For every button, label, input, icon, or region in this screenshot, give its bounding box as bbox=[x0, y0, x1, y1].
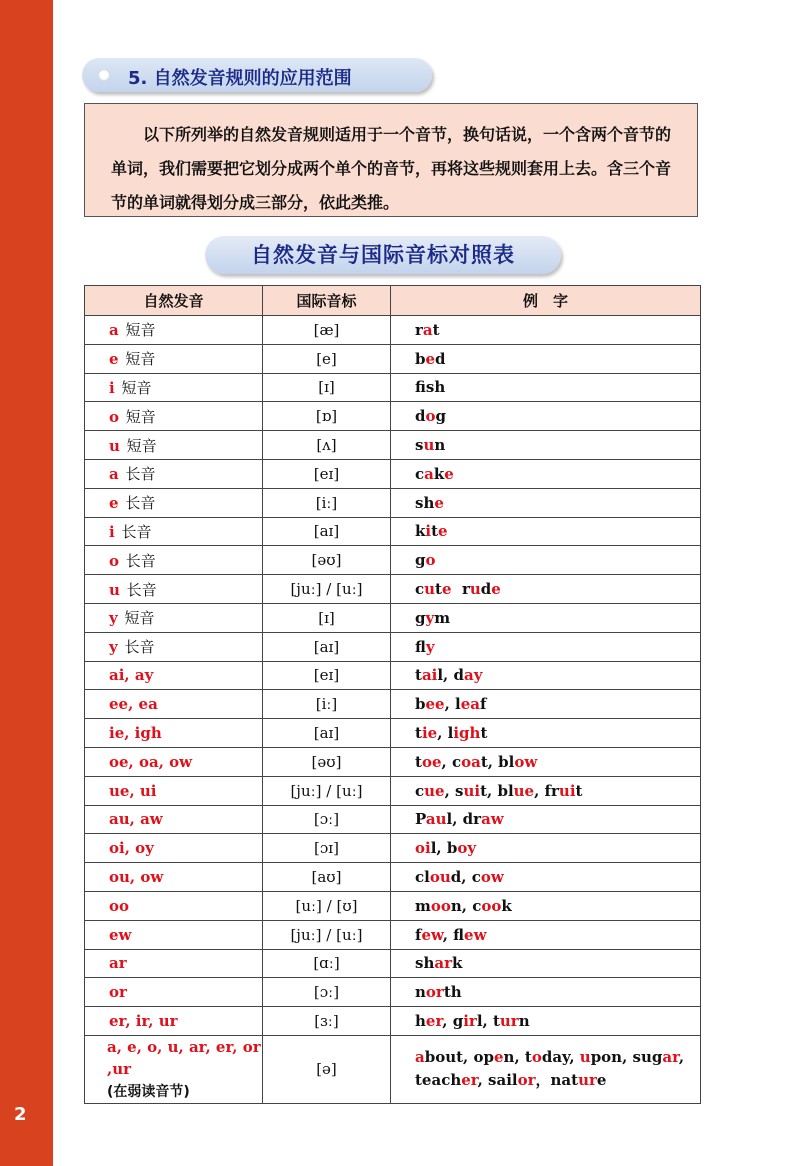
example-words bbox=[391, 431, 701, 460]
plain-letters: c bbox=[415, 781, 425, 800]
highlight-letters: a, e, o, u, ar, er, or ,ur bbox=[107, 1037, 261, 1078]
plain-letters: g bbox=[415, 551, 426, 570]
sound-length-label: 长音 bbox=[119, 638, 155, 657]
highlight-letters: u bbox=[109, 580, 120, 599]
sound-length-label: 短音 bbox=[116, 378, 152, 397]
plain-letters: m bbox=[434, 608, 451, 627]
phonics-pattern bbox=[85, 1035, 263, 1103]
plain-letters: t bbox=[415, 724, 422, 743]
plain-letters: , sail bbox=[477, 1071, 518, 1090]
bullet-dot-icon bbox=[98, 69, 110, 81]
table-row bbox=[85, 431, 701, 460]
phonics-pattern bbox=[85, 373, 263, 402]
table-row bbox=[85, 575, 701, 604]
phonics-pattern bbox=[85, 632, 263, 661]
highlight-letters: u bbox=[424, 580, 436, 599]
example-words bbox=[391, 834, 701, 863]
highlight-letters: ai, ay bbox=[109, 666, 154, 685]
highlight-letters: ar bbox=[662, 1048, 679, 1067]
ipa-symbol: [æ] bbox=[263, 316, 391, 345]
highlight-letters: ou, ow bbox=[109, 868, 164, 887]
table-row bbox=[85, 661, 701, 690]
table-row bbox=[85, 920, 701, 949]
highlight-letters: ow bbox=[514, 752, 538, 771]
highlight-letters: or bbox=[517, 1071, 536, 1090]
plain-letters: , bbox=[678, 1048, 685, 1067]
example-words bbox=[391, 575, 701, 604]
ipa-symbol: [eɪ] bbox=[263, 459, 391, 488]
highlight-letters: oo bbox=[481, 896, 502, 915]
highlight-letters: ie, igh bbox=[109, 724, 162, 743]
sound-length-label: 长音 bbox=[120, 494, 156, 513]
example-words bbox=[391, 1035, 701, 1103]
highlight-letters: ue, ui bbox=[109, 781, 157, 800]
plain-letters: t bbox=[415, 752, 422, 771]
ipa-symbol: [əʊ] bbox=[263, 747, 391, 776]
phonics-pattern bbox=[85, 575, 263, 604]
plain-letters: , g bbox=[442, 1012, 464, 1031]
highlight-letters: a bbox=[422, 320, 433, 339]
plain-letters: day, bbox=[541, 1048, 580, 1067]
plain-letters: , fl bbox=[442, 925, 465, 944]
example-words bbox=[391, 546, 701, 575]
highlight-letters: oa bbox=[461, 752, 481, 771]
plain-letters: b bbox=[415, 695, 426, 714]
highlight-letters: y bbox=[425, 608, 435, 627]
highlight-letters: y bbox=[109, 609, 118, 628]
phonics-pattern bbox=[85, 920, 263, 949]
plain-letters: f bbox=[415, 378, 426, 397]
highlight-letters: i bbox=[425, 522, 432, 541]
plain-letters: c bbox=[415, 464, 425, 483]
highlight-letters: ie bbox=[421, 724, 438, 743]
table-row bbox=[85, 517, 701, 546]
plain-letters: t, bl bbox=[480, 781, 514, 800]
table-row-schwa bbox=[85, 1035, 701, 1103]
table-row bbox=[85, 834, 701, 863]
plain-letters: t bbox=[480, 724, 488, 743]
plain-letters: f bbox=[480, 695, 487, 714]
highlight-letters: e bbox=[494, 1048, 504, 1067]
highlight-letters: ur bbox=[578, 1071, 597, 1090]
plain-letters: m bbox=[415, 896, 431, 915]
example-words bbox=[391, 978, 701, 1007]
ipa-symbol: [uː] / [ʊ] bbox=[263, 891, 391, 920]
example-words bbox=[391, 344, 701, 373]
plain-letters: l, t bbox=[476, 1012, 500, 1031]
highlight-letters: ee bbox=[425, 695, 445, 714]
phonics-pattern bbox=[85, 891, 263, 920]
highlight-letters: ir bbox=[463, 1012, 477, 1031]
ipa-symbol: [ɒ] bbox=[263, 402, 391, 431]
sound-length-label: 长音 bbox=[121, 551, 156, 570]
phonics-pattern bbox=[85, 978, 263, 1007]
phonics-pattern bbox=[85, 316, 263, 345]
example-words bbox=[391, 402, 701, 431]
table-row bbox=[85, 488, 701, 517]
ipa-symbol: [ʌ] bbox=[263, 431, 391, 460]
table-row bbox=[85, 546, 701, 575]
ipa-symbol: [iː] bbox=[263, 690, 391, 719]
plain-letters: l, d bbox=[437, 666, 464, 685]
phonics-pattern bbox=[85, 863, 263, 892]
highlight-letters: y bbox=[109, 638, 118, 657]
phonics-pattern bbox=[85, 747, 263, 776]
plain-letters: c bbox=[415, 580, 425, 599]
highlight-letters: oo bbox=[109, 896, 130, 915]
highlight-letters: ar bbox=[109, 954, 127, 973]
table-row bbox=[85, 747, 701, 776]
phonics-pattern bbox=[85, 690, 263, 719]
plain-letters: b bbox=[415, 349, 426, 368]
ipa-symbol: [aʊ] bbox=[263, 863, 391, 892]
plain-letters: f bbox=[415, 925, 422, 944]
table-row bbox=[85, 949, 701, 978]
highlight-letters: a bbox=[109, 321, 119, 340]
ipa-symbol: [ɜː] bbox=[263, 1007, 391, 1036]
highlight-letters: ew bbox=[421, 925, 443, 944]
highlight-letters: ue bbox=[513, 781, 535, 800]
highlight-letters: ew bbox=[109, 925, 132, 944]
example-words bbox=[391, 316, 701, 345]
example-words bbox=[391, 690, 701, 719]
highlight-letters: a bbox=[109, 465, 119, 484]
highlight-letters: a bbox=[424, 464, 434, 483]
ipa-symbol: [ɑː] bbox=[263, 949, 391, 978]
highlight-letters: o bbox=[425, 551, 436, 570]
ipa-symbol: [aɪ] bbox=[263, 632, 391, 661]
sound-length-label: 长音 bbox=[121, 580, 157, 599]
table-row bbox=[85, 1007, 701, 1036]
highlight-letters: o bbox=[109, 551, 120, 570]
phonics-pattern bbox=[85, 805, 263, 834]
ipa-symbol: [ɔː] bbox=[263, 805, 391, 834]
table-row bbox=[85, 603, 701, 632]
highlight-letters: o bbox=[109, 407, 120, 426]
highlight-letters: aw bbox=[481, 810, 504, 829]
example-words bbox=[391, 719, 701, 748]
plain-letters: n bbox=[434, 436, 446, 455]
table-row bbox=[85, 776, 701, 805]
table-row bbox=[85, 891, 701, 920]
highlight-letters: oe, oa, ow bbox=[109, 752, 193, 771]
highlight-letters: oi, oy bbox=[109, 839, 154, 858]
highlight-letters: u bbox=[469, 580, 481, 599]
phonics-pattern bbox=[85, 661, 263, 690]
phonics-pattern bbox=[85, 431, 263, 460]
plain-letters: r bbox=[415, 320, 423, 339]
plain-letters: t, bl bbox=[480, 752, 515, 771]
plain-letters: bout, op bbox=[424, 1048, 494, 1067]
plain-letters: k bbox=[415, 522, 426, 541]
plain-letters: d, c bbox=[450, 868, 481, 887]
example-line bbox=[415, 1046, 700, 1069]
header-ipa: 国际音标 bbox=[263, 286, 391, 316]
example-words bbox=[391, 459, 701, 488]
table-row bbox=[85, 690, 701, 719]
highlight-letters: u bbox=[579, 1048, 591, 1067]
example-words bbox=[391, 603, 701, 632]
ipa-symbol: [aɪ] bbox=[263, 719, 391, 748]
highlight-letters: oy bbox=[457, 839, 477, 858]
plain-letters: , c bbox=[441, 752, 462, 771]
highlight-letters: y bbox=[425, 637, 435, 656]
plain-letters: t bbox=[431, 522, 439, 541]
phonics-pattern bbox=[85, 402, 263, 431]
ipa-symbol: [juː] / [uː] bbox=[263, 776, 391, 805]
plain-letters: l, b bbox=[430, 839, 458, 858]
table-row bbox=[85, 978, 701, 1007]
highlight-letters: oo bbox=[430, 896, 451, 915]
plain-letters: k bbox=[433, 464, 445, 483]
plain-letters: sh bbox=[415, 493, 435, 512]
ipa-symbol: [juː] / [uː] bbox=[263, 920, 391, 949]
phonics-pattern bbox=[85, 344, 263, 373]
ipa-symbol: [ɪ] bbox=[263, 603, 391, 632]
table-header-row bbox=[85, 286, 701, 316]
plain-letters: , fr bbox=[534, 781, 559, 800]
plain-letters: ，nat bbox=[535, 1071, 579, 1090]
highlight-letters: i bbox=[109, 522, 115, 541]
highlight-letters: u bbox=[423, 436, 435, 455]
highlight-letters: e bbox=[444, 464, 454, 483]
plain-letters: pon, sug bbox=[590, 1048, 663, 1067]
plain-letters: fl bbox=[415, 637, 426, 656]
plain-letters: th bbox=[443, 983, 462, 1002]
highlight-letters: ou bbox=[429, 868, 451, 887]
plain-letters: sh bbox=[415, 954, 435, 973]
example-words bbox=[391, 776, 701, 805]
highlight-letters: ui bbox=[463, 781, 481, 800]
phonics-pattern bbox=[85, 459, 263, 488]
plain-letters: t bbox=[435, 580, 442, 599]
highlight-letters: e bbox=[491, 580, 501, 599]
plain-letters: P bbox=[415, 810, 426, 829]
phonics-pattern bbox=[85, 1007, 263, 1036]
example-words bbox=[391, 805, 701, 834]
plain-letters: k bbox=[451, 954, 463, 973]
example-words bbox=[391, 661, 701, 690]
highlight-letters: ea bbox=[460, 695, 481, 714]
ipa-symbol: [əʊ] bbox=[263, 546, 391, 575]
phonics-pattern bbox=[85, 949, 263, 978]
plain-letters: t bbox=[575, 781, 583, 800]
sound-length-label: 短音 bbox=[119, 609, 155, 628]
plain-letters: n, t bbox=[503, 1048, 532, 1067]
highlight-letters: o bbox=[531, 1048, 542, 1067]
highlight-letters: ar bbox=[434, 954, 452, 973]
example-words bbox=[391, 920, 701, 949]
table-row bbox=[85, 719, 701, 748]
sound-length-label: 短音 bbox=[121, 436, 157, 455]
example-words bbox=[391, 891, 701, 920]
table-row bbox=[85, 863, 701, 892]
highlight-letters: er bbox=[461, 1071, 478, 1090]
section-heading bbox=[82, 58, 432, 92]
example-words bbox=[391, 949, 701, 978]
highlight-letters: oi bbox=[415, 839, 431, 858]
phonics-pattern bbox=[85, 776, 263, 805]
plain-letters: g bbox=[415, 608, 426, 627]
highlight-letters: ur bbox=[499, 1012, 519, 1031]
sound-length-label: 长音 bbox=[120, 465, 156, 484]
page-sidebar-band bbox=[0, 0, 53, 1166]
highlight-letters: e bbox=[425, 349, 436, 368]
table-row bbox=[85, 344, 701, 373]
table-row bbox=[85, 805, 701, 834]
highlight-letters: e bbox=[109, 350, 119, 369]
table-row bbox=[85, 402, 701, 431]
plain-letters: g bbox=[435, 407, 447, 426]
weak-syllable-note: (在弱读音节) bbox=[107, 1083, 190, 1100]
plain-letters: r bbox=[451, 580, 470, 599]
phonics-pattern bbox=[85, 719, 263, 748]
highlight-letters: e bbox=[438, 522, 448, 541]
example-words bbox=[391, 632, 701, 661]
header-examples: 例 字 bbox=[391, 286, 701, 316]
plain-letters: d bbox=[435, 349, 446, 368]
highlight-letters: ew bbox=[464, 925, 487, 944]
plain-letters: , l bbox=[437, 724, 454, 743]
sound-length-label: 短音 bbox=[120, 350, 156, 369]
example-words bbox=[391, 863, 701, 892]
highlight-letters: oe bbox=[421, 752, 442, 771]
plain-letters: , s bbox=[444, 781, 464, 800]
plain-letters: d bbox=[480, 580, 492, 599]
ipa-symbol: [iː] bbox=[263, 488, 391, 517]
example-words bbox=[391, 517, 701, 546]
sound-length-label: 短音 bbox=[120, 321, 156, 340]
plain-letters: d bbox=[415, 407, 426, 426]
ipa-symbol: [juː] / [uː] bbox=[263, 575, 391, 604]
phonics-pattern bbox=[85, 517, 263, 546]
phonics-pattern bbox=[85, 603, 263, 632]
highlight-letters: e bbox=[434, 493, 444, 512]
phonics-ipa-table bbox=[84, 285, 701, 1104]
highlight-letters: au, aw bbox=[109, 810, 163, 829]
plain-letters: k bbox=[501, 896, 512, 915]
table-row bbox=[85, 316, 701, 345]
highlight-letters: ow bbox=[480, 868, 504, 887]
highlight-letters: a bbox=[415, 1048, 425, 1067]
plain-letters: n bbox=[518, 1012, 530, 1031]
ipa-symbol: [ə] bbox=[263, 1035, 391, 1103]
example-line bbox=[415, 1069, 700, 1092]
phonics-pattern bbox=[85, 488, 263, 517]
sound-length-label: 长音 bbox=[116, 522, 152, 541]
plain-letters: s bbox=[415, 436, 424, 455]
plain-letters: sh bbox=[425, 378, 446, 397]
plain-letters: e bbox=[596, 1071, 607, 1090]
plain-letters: t bbox=[432, 320, 440, 339]
phonics-pattern bbox=[85, 546, 263, 575]
highlight-letters: er, ir, ur bbox=[109, 1012, 178, 1031]
highlight-letters: i bbox=[109, 378, 115, 397]
ipa-symbol: [aɪ] bbox=[263, 517, 391, 546]
example-words bbox=[391, 1007, 701, 1036]
table-row bbox=[85, 373, 701, 402]
intro-box bbox=[84, 103, 698, 217]
highlight-letters: or bbox=[109, 983, 127, 1002]
highlight-letters: or bbox=[425, 983, 444, 1002]
ipa-symbol: [ɔː] bbox=[263, 978, 391, 1007]
highlight-letters: u bbox=[109, 436, 120, 455]
plain-letters: teach bbox=[415, 1071, 462, 1090]
highlight-letters: ai bbox=[421, 666, 438, 685]
plain-letters: h bbox=[415, 1012, 426, 1031]
example-words bbox=[391, 488, 701, 517]
example-words bbox=[391, 373, 701, 402]
highlight-letters: er bbox=[425, 1012, 443, 1031]
highlight-letters: e bbox=[441, 580, 452, 599]
sound-length-label: 短音 bbox=[121, 407, 156, 426]
highlight-letters: au bbox=[425, 810, 447, 829]
example-words bbox=[391, 747, 701, 776]
plain-letters: , l bbox=[444, 695, 461, 714]
ipa-symbol: [e] bbox=[263, 344, 391, 373]
highlight-letters: o bbox=[425, 407, 436, 426]
table-row bbox=[85, 632, 701, 661]
section-title: 5. 自然发音规则的应用范围 bbox=[128, 68, 352, 89]
plain-letters: n, c bbox=[450, 896, 482, 915]
highlight-letters: ue bbox=[424, 781, 445, 800]
highlight-letters: ee, ea bbox=[109, 695, 158, 714]
phonics-pattern bbox=[85, 834, 263, 863]
highlight-letters: igh bbox=[453, 724, 481, 743]
table-title: 自然发音与国际音标对照表 bbox=[251, 243, 515, 267]
plain-letters: t bbox=[415, 666, 422, 685]
highlight-letters: e bbox=[109, 494, 119, 513]
plain-letters: l, dr bbox=[446, 810, 482, 829]
page-number: 2 bbox=[14, 1104, 27, 1125]
ipa-symbol: [eɪ] bbox=[263, 661, 391, 690]
highlight-letters: ui bbox=[558, 781, 576, 800]
plain-letters: n bbox=[415, 983, 426, 1002]
plain-letters: cl bbox=[415, 868, 430, 887]
table-heading bbox=[205, 236, 561, 274]
table-row bbox=[85, 459, 701, 488]
header-phonics: 自然发音 bbox=[85, 286, 263, 316]
ipa-symbol: [ɔɪ] bbox=[263, 834, 391, 863]
highlight-letters: ay bbox=[464, 666, 483, 685]
ipa-symbol: [ɪ] bbox=[263, 373, 391, 402]
intro-text: 以下所列举的自然发音规则适用于一个音节，换句话说，一个含两个音节的单词，我们需要把它划分成两个单个的音节，再将这些规则套用上去。含三个音节的单词就得划分成三部分，依此类推。 bbox=[111, 125, 672, 212]
